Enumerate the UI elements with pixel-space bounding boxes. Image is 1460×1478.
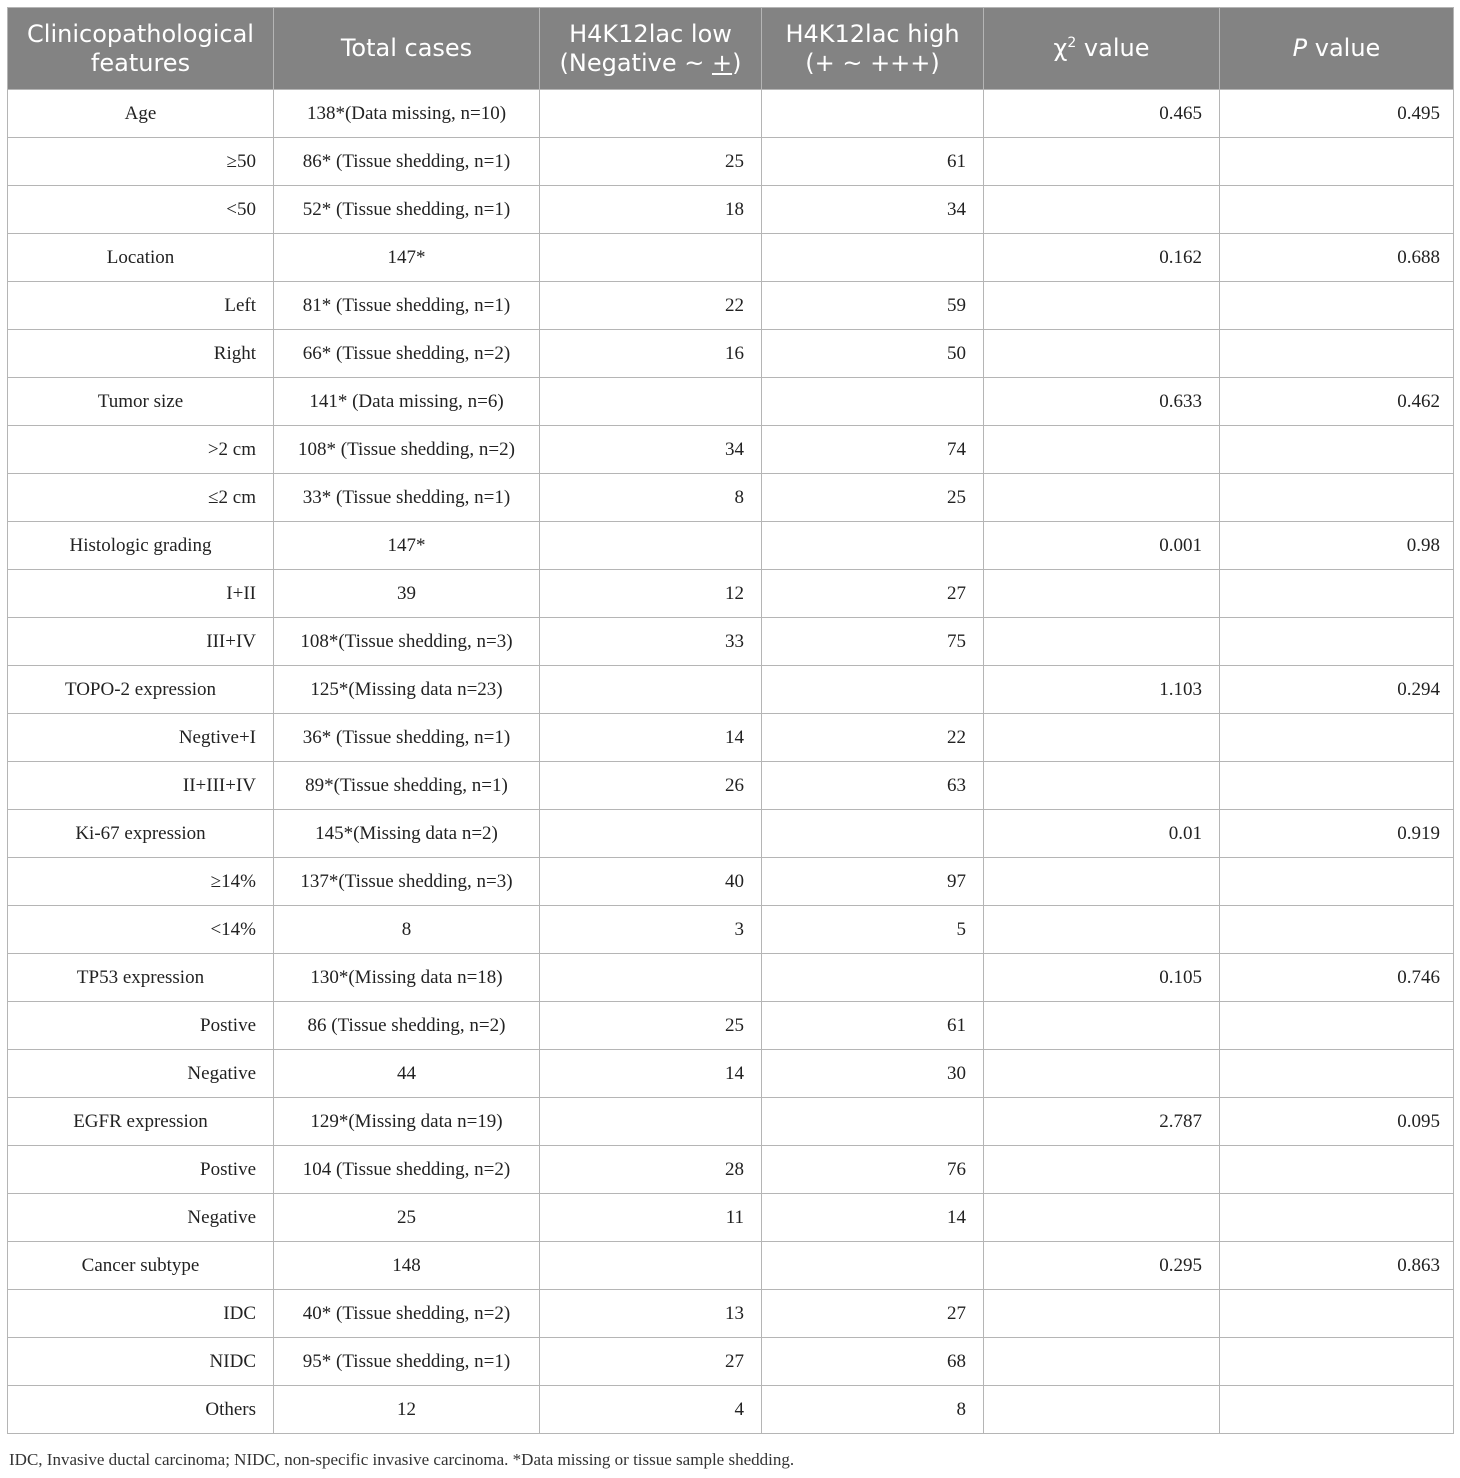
- table-row: [8, 906, 1454, 954]
- cell-total: 129*(Missing data n=19): [274, 1098, 540, 1146]
- cell-total: 81* (Tissue shedding, n=1): [274, 282, 540, 330]
- group-row: [8, 810, 1454, 858]
- header-chi-symbol: χ: [1053, 34, 1068, 62]
- header-p-symbol: P: [1292, 34, 1308, 62]
- cell-chi: [984, 1002, 1220, 1050]
- cell-high: 61: [762, 138, 984, 186]
- cell-high: 74: [762, 426, 984, 474]
- cell-high: 14: [762, 1194, 984, 1242]
- group-row: [8, 1098, 1454, 1146]
- cell-low: 14: [540, 1050, 762, 1098]
- cell-total: 52* (Tissue shedding, n=1): [274, 186, 540, 234]
- cell-total: 130*(Missing data n=18): [274, 954, 540, 1002]
- cell-high: 25: [762, 474, 984, 522]
- cell-total: 95* (Tissue shedding, n=1): [274, 1338, 540, 1386]
- cell-high: 50: [762, 330, 984, 378]
- cell-total: 147*: [274, 234, 540, 282]
- cell-p: 0.688: [1220, 234, 1454, 282]
- table-row: [8, 1194, 1454, 1242]
- cell-high: [762, 234, 984, 282]
- cell-chi: [984, 906, 1220, 954]
- cell-p: 0.746: [1220, 954, 1454, 1002]
- cell-high: 27: [762, 1290, 984, 1338]
- cell-low: [540, 522, 762, 570]
- cell-total: 39: [274, 570, 540, 618]
- cell-feature: Postive: [8, 1002, 274, 1050]
- cell-p: [1220, 906, 1454, 954]
- group-row: [8, 954, 1454, 1002]
- table-row: [8, 858, 1454, 906]
- cell-total: 141* (Data missing, n=6): [274, 378, 540, 426]
- cell-p: 0.919: [1220, 810, 1454, 858]
- table-row: [8, 714, 1454, 762]
- header-high: [762, 8, 984, 90]
- cell-p: [1220, 138, 1454, 186]
- cell-p: 0.294: [1220, 666, 1454, 714]
- cell-chi: [984, 186, 1220, 234]
- cell-low: 8: [540, 474, 762, 522]
- cell-low: 25: [540, 1002, 762, 1050]
- cell-chi: [984, 1146, 1220, 1194]
- cell-p: 0.863: [1220, 1242, 1454, 1290]
- cell-high: 75: [762, 618, 984, 666]
- cell-high: 97: [762, 858, 984, 906]
- cell-low: 34: [540, 426, 762, 474]
- cell-low: [540, 1098, 762, 1146]
- table-row: [8, 1386, 1454, 1434]
- cell-total: 125*(Missing data n=23): [274, 666, 540, 714]
- cell-p: [1220, 330, 1454, 378]
- cell-low: 18: [540, 186, 762, 234]
- cell-low: 33: [540, 618, 762, 666]
- cell-high: [762, 1242, 984, 1290]
- cell-chi: [984, 426, 1220, 474]
- cell-high: [762, 378, 984, 426]
- cell-high: 22: [762, 714, 984, 762]
- cell-feature: Histologic grading: [8, 522, 274, 570]
- cell-low: 27: [540, 1338, 762, 1386]
- cell-total: 66* (Tissue shedding, n=2): [274, 330, 540, 378]
- cell-high: [762, 954, 984, 1002]
- table-row: [8, 570, 1454, 618]
- cell-total: 145*(Missing data n=2): [274, 810, 540, 858]
- group-row: [8, 666, 1454, 714]
- cell-high: [762, 666, 984, 714]
- cell-chi: [984, 1338, 1220, 1386]
- table-row: [8, 1002, 1454, 1050]
- cell-total: 138*(Data missing, n=10): [274, 90, 540, 138]
- cell-feature: II+III+IV: [8, 762, 274, 810]
- cell-p: [1220, 282, 1454, 330]
- cell-feature: NIDC: [8, 1338, 274, 1386]
- group-row: [8, 522, 1454, 570]
- cell-feature: IDC: [8, 1290, 274, 1338]
- cell-low: [540, 954, 762, 1002]
- cell-p: [1220, 1338, 1454, 1386]
- cell-chi: [984, 1290, 1220, 1338]
- cell-feature: Negtive+I: [8, 714, 274, 762]
- table-footnote: IDC, Invasive ductal carcinoma; NIDC, non-specific invasive carcinoma. *Data missing or tissue sample shedding.: [9, 1450, 795, 1469]
- header-row: [8, 8, 1454, 90]
- cell-high: 76: [762, 1146, 984, 1194]
- cell-total: 148: [274, 1242, 540, 1290]
- cell-feature: Age: [8, 90, 274, 138]
- header-high-line1: H4K12lac high: [785, 19, 960, 48]
- cell-feature: Cancer subtype: [8, 1242, 274, 1290]
- cell-total: 36* (Tissue shedding, n=1): [274, 714, 540, 762]
- cell-high: [762, 810, 984, 858]
- cell-chi: [984, 1194, 1220, 1242]
- cell-low: 11: [540, 1194, 762, 1242]
- cell-low: [540, 1242, 762, 1290]
- cell-low: 22: [540, 282, 762, 330]
- cell-feature: ≥14%: [8, 858, 274, 906]
- cell-high: 63: [762, 762, 984, 810]
- group-row: [8, 90, 1454, 138]
- table-row: [8, 330, 1454, 378]
- cell-feature: <14%: [8, 906, 274, 954]
- cell-feature: Right: [8, 330, 274, 378]
- cell-feature: I+II: [8, 570, 274, 618]
- header-low-plusminus: +: [711, 48, 733, 77]
- cell-chi: [984, 1050, 1220, 1098]
- cell-high: 61: [762, 1002, 984, 1050]
- header-total-label: Total cases: [340, 34, 473, 62]
- cell-total: 44: [274, 1050, 540, 1098]
- cell-feature: Negative: [8, 1194, 274, 1242]
- header-p-text: value: [1307, 34, 1381, 62]
- cell-total: 40* (Tissue shedding, n=2): [274, 1290, 540, 1338]
- cell-chi: [984, 570, 1220, 618]
- clinicopathological-table: [7, 7, 1454, 1434]
- cell-feature: TP53 expression: [8, 954, 274, 1002]
- cell-low: [540, 666, 762, 714]
- cell-high: 27: [762, 570, 984, 618]
- cell-low: 26: [540, 762, 762, 810]
- cell-p: [1220, 1050, 1454, 1098]
- cell-p: 0.98: [1220, 522, 1454, 570]
- table-body: [8, 90, 1454, 1434]
- cell-low: [540, 378, 762, 426]
- cell-chi: 0.465: [984, 90, 1220, 138]
- cell-high: 59: [762, 282, 984, 330]
- cell-chi: [984, 762, 1220, 810]
- cell-low: [540, 90, 762, 138]
- cell-total: 104 (Tissue shedding, n=2): [274, 1146, 540, 1194]
- cell-p: [1220, 474, 1454, 522]
- cell-feature: Location: [8, 234, 274, 282]
- cell-p: [1220, 858, 1454, 906]
- cell-total: 147*: [274, 522, 540, 570]
- header-chi-sup: 2: [1067, 35, 1077, 51]
- cell-chi: 0.162: [984, 234, 1220, 282]
- header-low-line1: H4K12lac low: [569, 19, 732, 48]
- cell-feature: Negative: [8, 1050, 274, 1098]
- cell-chi: 0.633: [984, 378, 1220, 426]
- header-features: [8, 8, 274, 90]
- cell-chi: [984, 138, 1220, 186]
- cell-low: 16: [540, 330, 762, 378]
- header-high-line2: (+ ~ +++): [805, 48, 940, 77]
- group-row: [8, 378, 1454, 426]
- cell-low: 3: [540, 906, 762, 954]
- cell-feature: Tumor size: [8, 378, 274, 426]
- cell-low: 25: [540, 138, 762, 186]
- cell-feature: III+IV: [8, 618, 274, 666]
- cell-p: [1220, 714, 1454, 762]
- header-low-line2-post: ): [732, 48, 742, 77]
- cell-chi: [984, 1386, 1220, 1434]
- cell-low: 12: [540, 570, 762, 618]
- cell-total: 108* (Tissue shedding, n=2): [274, 426, 540, 474]
- cell-high: 30: [762, 1050, 984, 1098]
- cell-chi: 0.295: [984, 1242, 1220, 1290]
- header-low: [540, 8, 762, 90]
- cell-low: 28: [540, 1146, 762, 1194]
- cell-high: 34: [762, 186, 984, 234]
- cell-chi: [984, 474, 1220, 522]
- cell-total: 89*(Tissue shedding, n=1): [274, 762, 540, 810]
- table-row: [8, 762, 1454, 810]
- cell-feature: ≤2 cm: [8, 474, 274, 522]
- cell-chi: [984, 714, 1220, 762]
- cell-chi: 0.105: [984, 954, 1220, 1002]
- cell-feature: ≥50: [8, 138, 274, 186]
- cell-chi: [984, 618, 1220, 666]
- cell-total: 25: [274, 1194, 540, 1242]
- group-row: [8, 1242, 1454, 1290]
- header-features-line2: features: [90, 48, 191, 77]
- cell-feature: Postive: [8, 1146, 274, 1194]
- table-row: [8, 1146, 1454, 1194]
- cell-high: [762, 522, 984, 570]
- cell-p: 0.095: [1220, 1098, 1454, 1146]
- cell-high: [762, 90, 984, 138]
- cell-p: [1220, 618, 1454, 666]
- cell-low: 4: [540, 1386, 762, 1434]
- cell-total: 86* (Tissue shedding, n=1): [274, 138, 540, 186]
- cell-p: 0.495: [1220, 90, 1454, 138]
- table-row: [8, 186, 1454, 234]
- cell-feature: <50: [8, 186, 274, 234]
- cell-p: [1220, 762, 1454, 810]
- table-row: [8, 138, 1454, 186]
- cell-p: [1220, 1146, 1454, 1194]
- table-row: [8, 474, 1454, 522]
- cell-chi: [984, 330, 1220, 378]
- cell-feature: EGFR expression: [8, 1098, 274, 1146]
- cell-p: [1220, 1386, 1454, 1434]
- header-features-line1: Clinicopathological: [27, 19, 254, 48]
- cell-low: [540, 810, 762, 858]
- cell-p: [1220, 186, 1454, 234]
- cell-feature: Left: [8, 282, 274, 330]
- cell-total: 8: [274, 906, 540, 954]
- cell-low: 14: [540, 714, 762, 762]
- cell-chi: 0.01: [984, 810, 1220, 858]
- cell-feature: Others: [8, 1386, 274, 1434]
- header-low-line2-pre: (Negative ~: [559, 48, 712, 77]
- table-row: [8, 426, 1454, 474]
- cell-chi: [984, 282, 1220, 330]
- cell-total: 86 (Tissue shedding, n=2): [274, 1002, 540, 1050]
- cell-feature: >2 cm: [8, 426, 274, 474]
- header-chi-text: value: [1076, 34, 1150, 62]
- cell-p: [1220, 570, 1454, 618]
- cell-feature: TOPO-2 expression: [8, 666, 274, 714]
- cell-total: 33* (Tissue shedding, n=1): [274, 474, 540, 522]
- cell-total: 12: [274, 1386, 540, 1434]
- cell-high: [762, 1098, 984, 1146]
- cell-high: 68: [762, 1338, 984, 1386]
- cell-p: [1220, 1194, 1454, 1242]
- cell-low: 13: [540, 1290, 762, 1338]
- cell-total: 108*(Tissue shedding, n=3): [274, 618, 540, 666]
- cell-p: [1220, 426, 1454, 474]
- cell-chi: 1.103: [984, 666, 1220, 714]
- cell-high: 5: [762, 906, 984, 954]
- cell-p: 0.462: [1220, 378, 1454, 426]
- header-chi: [984, 8, 1220, 90]
- table-row: [8, 1338, 1454, 1386]
- group-row: [8, 234, 1454, 282]
- table-row: [8, 1290, 1454, 1338]
- cell-chi: 0.001: [984, 522, 1220, 570]
- table-row: [8, 618, 1454, 666]
- cell-low: [540, 234, 762, 282]
- header-p: [1220, 8, 1454, 90]
- cell-feature: Ki-67 expression: [8, 810, 274, 858]
- cell-p: [1220, 1290, 1454, 1338]
- cell-low: 40: [540, 858, 762, 906]
- cell-high: 8: [762, 1386, 984, 1434]
- table-row: [8, 1050, 1454, 1098]
- cell-total: 137*(Tissue shedding, n=3): [274, 858, 540, 906]
- table-row: [8, 282, 1454, 330]
- cell-p: [1220, 1002, 1454, 1050]
- cell-chi: 2.787: [984, 1098, 1220, 1146]
- header-total: [274, 8, 540, 90]
- cell-chi: [984, 858, 1220, 906]
